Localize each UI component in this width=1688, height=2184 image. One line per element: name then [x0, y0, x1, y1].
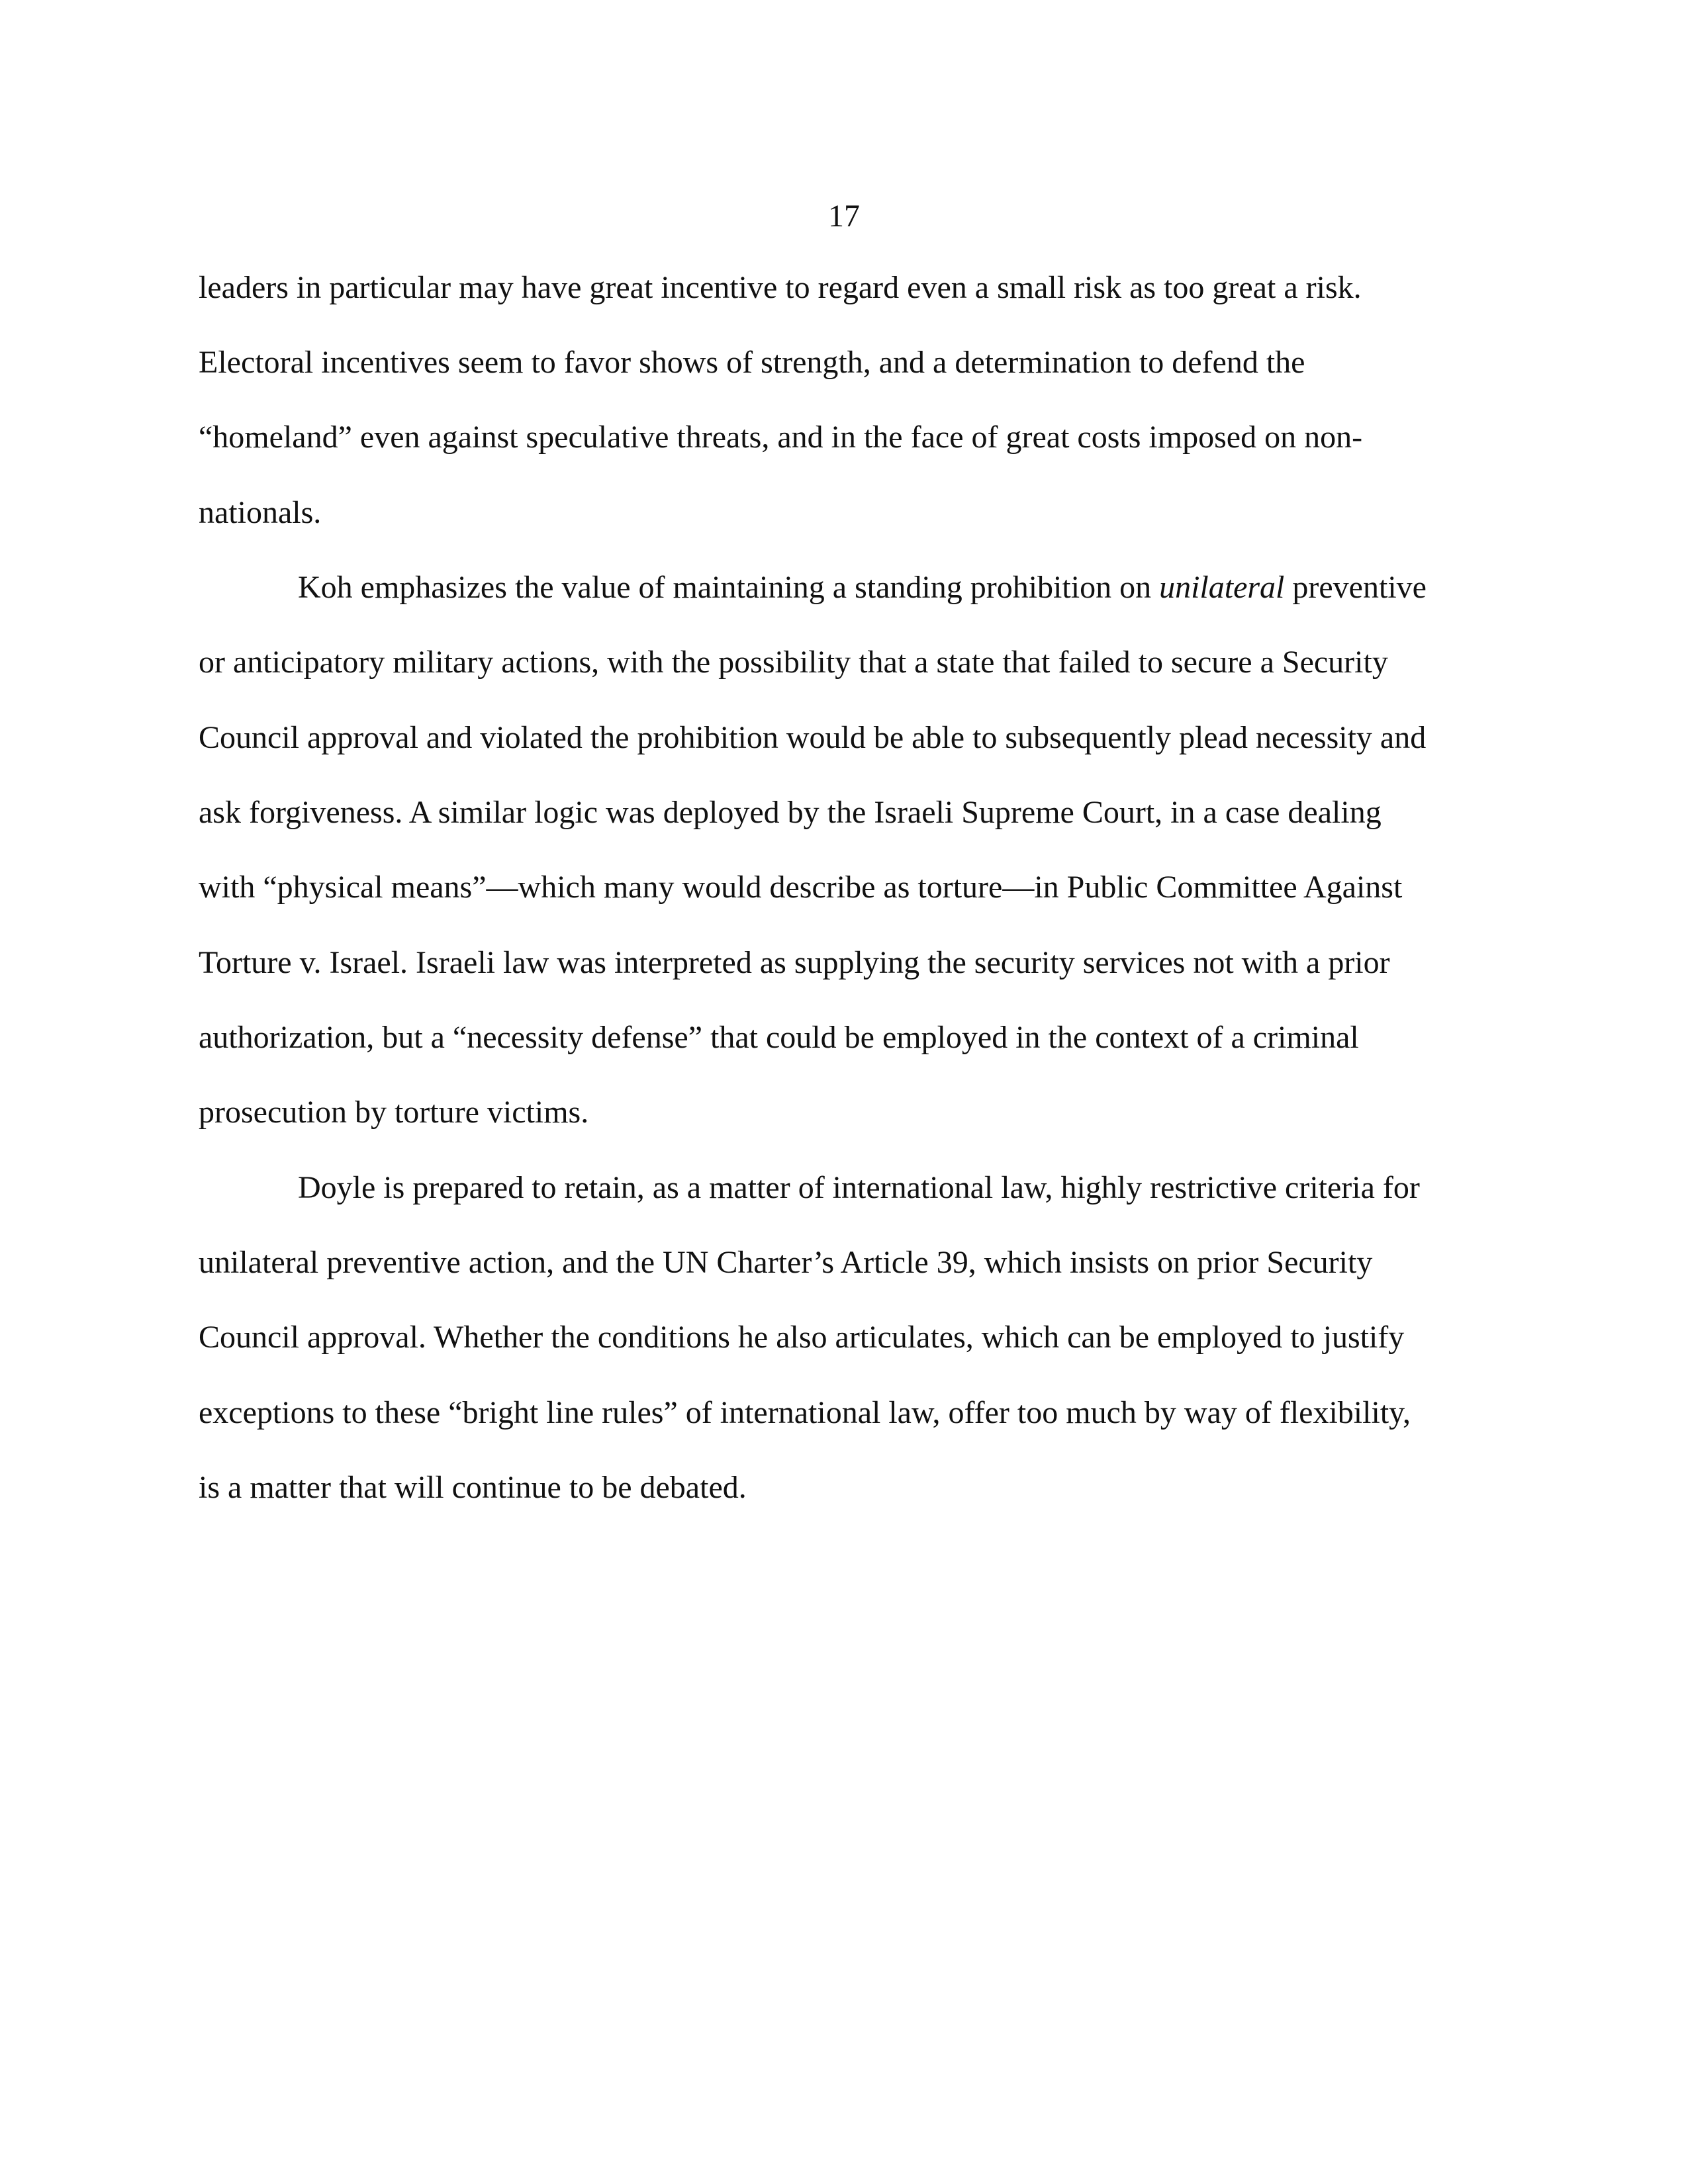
- text-line: Torture v. Israel. Israeli law was interpreted as supplying the security services not with a prior: [199, 945, 1390, 980]
- text-line: leaders in particular may have great incentive to regard even a small risk as too great a risk.: [199, 270, 1362, 305]
- page-number: 17: [828, 199, 860, 234]
- text-line: or anticipatory military actions, with the possibility that a state that failed to secure a Security: [199, 645, 1388, 680]
- text-line: [298, 565, 1427, 611]
- text-line: Council approval and violated the prohibition would be able to subsequently plead necessity and: [199, 720, 1427, 755]
- text-line: authorization, but a “necessity defense” that could be employed in the context of a criminal: [199, 1020, 1359, 1055]
- text-line: “homeland” even against speculative threats, and in the face of great costs imposed on non-: [199, 420, 1363, 455]
- text-run: Koh emphasizes the value of maintaining a standing prohibition on: [298, 570, 1160, 605]
- text-line: Doyle is prepared to retain, as a matter of international law, highly restrictive criteria for: [298, 1170, 1420, 1205]
- text-line: is a matter that will continue to be debated.: [199, 1470, 747, 1505]
- text-line: Council approval. Whether the conditions he also articulates, which can be employed to justify: [199, 1320, 1405, 1355]
- text-line: exceptions to these “bright line rules” of international law, offer too much by way of flexibility,: [199, 1395, 1411, 1430]
- text-line: ask forgiveness. A similar logic was deployed by the Israeli Supreme Court, in a case dealing: [199, 795, 1382, 830]
- text-run: preventive: [1284, 570, 1427, 605]
- text-line: prosecution by torture victims.: [199, 1095, 589, 1130]
- emphasized-text: unilateral: [1159, 570, 1285, 605]
- text-line: Electoral incentives seem to favor shows of strength, and a determination to defend the: [199, 345, 1305, 380]
- text-line: unilateral preventive action, and the UN Charter’s Article 39, which insists on prior Security: [199, 1245, 1373, 1280]
- text-line: with “physical means”—which many would describe as torture—in Public Committee Against: [199, 870, 1403, 905]
- text-line: nationals.: [199, 495, 322, 530]
